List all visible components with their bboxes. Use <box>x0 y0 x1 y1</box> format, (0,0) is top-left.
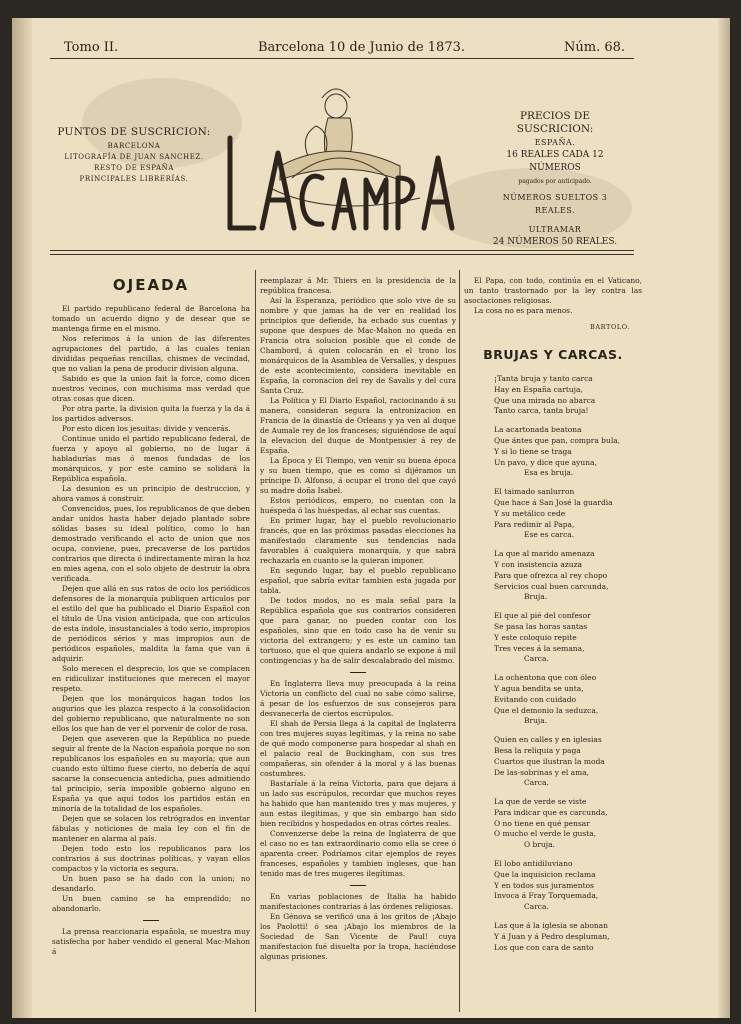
poem-line: Servicios cual buen carcunda, <box>494 581 609 591</box>
paragraph: El shah de Persia llega á la capital de Inglaterra con tres mujeres suyas legítimas, y la reina no sabe de qué modo componerse para hospedar al shah en el palacio real de Buckingham, con sus tres compañeras, sin ofender á la moral y á las buenas costumbres. <box>260 719 456 778</box>
poem-line: Tres veces á la semana, <box>494 643 585 653</box>
poem-refrain: Carca. <box>524 902 549 912</box>
paragraph: La desunion es un principio de destruccion, y ahora vamos á construir. <box>52 484 250 503</box>
poem-line: O mucho el verde le gusta, <box>494 829 597 839</box>
poem-stanza <box>494 921 642 953</box>
poem-line: Hay en España cartuja, <box>494 384 583 394</box>
issue-number: Núm. 68. <box>564 40 626 55</box>
paragraph: Solo merecen el desprecio, los que se complacen en ridiculizar instituciones que merecen el mayor respeto. <box>52 664 250 693</box>
poem-refrain: Ese es carca. <box>524 530 575 540</box>
poem-line: Besa la reliquia y paga <box>494 745 581 755</box>
page-spine <box>12 18 32 1018</box>
poem-line: Y á Juan y á Pedro despluman, <box>494 931 610 941</box>
poem-line: Invoca á Fray Torquemada, <box>494 891 599 901</box>
poem-stanza <box>494 859 642 913</box>
poem-line: Quien en calles y en iglesias <box>494 735 602 745</box>
column-divider <box>459 270 460 1012</box>
subscription-line: PRINCIPALES LIBRERÍAS. <box>79 175 189 183</box>
poem-refrain: Bruja. <box>524 716 548 726</box>
paragraph: De todos modos, no es mala señal para la República española que sus contrarios consideren que para ganar, no pueden contar con los españoles, sino que en todo caso ha de venir su victoria del extrangero; y es este un camino tan tortuoso, que el que quiera andarlo se expone á mil contingencias y ha de salir descalabrado del mismo. <box>260 596 456 665</box>
figure-hair <box>322 89 350 98</box>
bell-rim <box>280 151 400 180</box>
poem-line: Y con insistencia azuza <box>494 559 583 569</box>
figure-head <box>325 94 347 118</box>
poem-line: Para redimir al Papa, <box>494 519 575 529</box>
paragraph: Dejen que allá en sus ratos de ocio los periódicos defensores de la monarquía publiquen articulos por el estilo del que ha publicado el Diario Español con el título de Una vision anticipada, que con articulos de esta índole, insustanciales á todo serio, impropios de periódicos sérios y mas impropios aun de periódicos españoles, maldita la fama que van á adquirir. <box>52 584 250 663</box>
prices-spain-price: 16 REALES CADA 12 NÚMEROS <box>506 150 604 173</box>
poem-line: Tanto carca, tanta bruja! <box>494 406 589 416</box>
subscription-prices <box>490 110 620 249</box>
poem-stanza <box>494 797 642 851</box>
column-left <box>52 276 250 957</box>
place-date: Barcelona 10 de Junio de 1873. <box>258 40 465 55</box>
paragraph: El Papa, con todo, continúa en el Vaticano, un tanto trastornado por la ley contra las asociaciones religiosas. <box>464 276 642 305</box>
paragraph: Dejen que aseveren que la República no puede seguir al frente de la Nacion española porque no son republicanos los españoles en su mayoría; que aun cuando esto último fuese cierto, no debería de aquí sacarse la consecuencia antedicha, pues admitiendo tal principio, sería imposible gobierno alguno en España ya que aquí todos los partidos están en minoría de la totalidad de los españoles. <box>52 734 250 813</box>
subscription-points <box>54 126 214 185</box>
paragraph: La Política y El Diario Español, raciocinando á su manera, consideran segura la entronizacion en Francia de la dinastía de Orleans y ya ven al duque de Aumale rey de los franceses; siguiéndose de aquí la elevacion del duque de Montpensier á rey de España. <box>260 396 456 455</box>
newspaper-page <box>12 18 730 1018</box>
poem-line: Para que ofrezca al rey chopo <box>494 570 608 580</box>
paragraph: El partido republicano federal de Barcelona ha tomado un acuerdo digno y de desear que se mantenga firme en el mismo. <box>52 304 250 333</box>
poem-line: Las que á la iglesia se abonan <box>494 921 608 931</box>
page-edge <box>718 18 730 1018</box>
paragraph: Dejen todo esto los republicanos para los contrarios á sus doctrinas políticas, y vayan ellos compactos y la victoria es segura. <box>52 844 250 873</box>
paragraph: Bastaríale á la reina Victoria, para que dejara á un lado sus escrúpulos, recordar que muchos reyes ha habido que han mantenido tres y mas mujeres, y aun estas ilegítimas, y que sin embargo han sido bien recibidos y hospedados en otras córtes reales. <box>260 779 456 828</box>
paragraph: Estos periódicos, empero, no cuentan con la huéspeda ó las huéspedas, al echar sus cuentas. <box>260 496 456 515</box>
paragraph: En varias poblaciones de Italia ha habido manifestaciones contrarias á las órdenes religiosas. <box>260 892 456 911</box>
paragraph: Por esto dicen los jesuitas: divide y vencerás. <box>62 424 231 433</box>
paragraph: Nos referimos á la union de las diferentes agrupaciones del partido, á las cuales tenian divididas pequeñas rencillas, chismes de vecindad, que no valian la pena de producir division alguna. <box>52 334 250 373</box>
poem-stanza <box>494 374 642 417</box>
volume-label: Tomo II. <box>64 40 119 55</box>
paragraph: Sabido es que la union fait la force, como dicen nuestros vecinos, con muchisima mas verdad que otras cosas que dicen. <box>52 374 250 403</box>
header-rule <box>50 58 634 59</box>
paragraph: La cosa no es para menos. <box>474 306 573 315</box>
poem-line: ¡Tanta bruja y tanto carca <box>494 374 593 383</box>
poem-refrain: O bruja. <box>524 840 555 850</box>
paragraph: En Génova se verificó una á los gritos de ¡Abajo los Paolotti! ó sea ¡Abajo los miembros de la Sociedad de San Vicente de Paul! cuya manifestacion fué disuelta por la tropa, haciéndose algunas prisiones. <box>260 912 456 961</box>
paragraph: Dejen que los monárquicos hagan todos los augurios que les plazca respecto á la consolidacion del gobierno republicano, que naturalmente no son ellos los que han de ver el porvenir de color de rosa. <box>52 694 250 733</box>
subscription-points-heading: PUNTOS DE SUSCRICION: <box>57 126 211 138</box>
prices-heading: PRECIOS DE SUSCRICION: <box>516 110 594 135</box>
poem-line: El taimado sanlurron <box>494 487 575 497</box>
masthead-illustration <box>210 78 480 253</box>
poem-refrain: Esa es bruja. <box>524 468 574 478</box>
column-right <box>464 276 642 961</box>
poem-line: Y agua bendita se unta, <box>494 683 584 693</box>
paragraph: En primer lugar, hay el pueblo revolucionario francés, que en las próximas pasadas elecciones ha manifestado claramente sus tendencias nada favorables á cualquiera monarquía, y que sabrá rechazarla en cuanto se la quieran imponer. <box>260 516 456 565</box>
poem-line: Se pasa las horas santas <box>494 621 588 631</box>
paragraph: reemplazar á Mr. Thiers en la presidencia de la república francesa. <box>260 276 456 295</box>
prices-loose: NÚMEROS SUELTOS 3 REALES. <box>502 193 608 215</box>
poem-line: La ochentona que con óleo <box>494 673 597 683</box>
article-title-ojeada: OJEADA <box>112 276 190 294</box>
poem-line: Y su metálico cede <box>494 508 566 518</box>
author-signature: BARTOLO. <box>589 323 630 331</box>
poem-stanza <box>494 611 642 665</box>
poem-line: La acartonada beatona <box>494 425 582 435</box>
prices-ultramar: ULTRAMAR <box>528 225 582 234</box>
column-middle <box>260 276 456 962</box>
paragraph: Un buen camino se ha emprendido; no abandonarlo. <box>52 894 250 913</box>
poem-line: El que al pié del confesor <box>494 611 591 621</box>
poem-refrain: Carca. <box>524 778 549 788</box>
section-separator <box>350 672 366 673</box>
paragraph: Así la Esperanza, periódico que solo vive de su nombre y que jamas ha de ver en realidad los principios que defiende, ha echado sus cuentas y supone que despues de Mac-Mahon no queda en Francia otra solucion posible que el conde de Chambord, á quien colocarán en el trono los monárquicos de la Asamblea de Versalles, y despues de este acontecimiento, considera inevitable en España, la coronacion del rey de Savalis y del cura Santa Cruz. <box>260 296 456 395</box>
poem-line: El lobo antidiluviano <box>494 859 573 869</box>
masthead-rule <box>50 250 634 251</box>
prices-prepaid: pagados por anticipado. <box>518 178 592 185</box>
poem-line: Un pavo, y dice que ayuna, <box>494 457 597 467</box>
poem-line: Evitando con cuidado <box>494 694 577 704</box>
paragraph: Convencidos, pues, los republicanos de que deben andar unidos hasta haber dejado plantado sobre sólidas bases su ideal político, como lo han demostrado verificando el acto de union que nos ocupa, conviene, pues, precaverse de los partidos contrarios que directa ó indirectamente miran la hoz en mies agena, con el solo objeto de destruir la obra verificada. <box>52 504 250 583</box>
paragraph: Convenzerse debe la reina de Inglaterra de que el caso no es tan extraordinario como ella se cree ó aparenta creer. Podríamos citar ejemplos de reyes franceses, españoles y tambien ingleses, que han tenido mas de tres mugeres ilegítimas. <box>260 829 456 878</box>
paragraph: Un buen paso se ha dado con la union; no desandarlo. <box>52 874 250 893</box>
poem-stanza <box>494 425 642 479</box>
section-separator <box>350 885 366 886</box>
poem-line: Los que con cara de santo <box>494 942 594 952</box>
paragraph: En segundo lugar, hay el pueblo republicano español, que sabría evitar tambien esta jugada por tabla. <box>260 566 456 595</box>
paragraph: En Inglaterra lleva muy preocupada á la reina Victoria un conflicto del cual no sabe cómo salirse, á pesar de los esfuerzos de sus consejeros para desvanecerla de ciertos escrúpulos. <box>260 679 456 718</box>
poem-line: Para indicar que es carcunda, <box>494 807 608 817</box>
prices-spain: ESPAÑA. <box>534 138 576 147</box>
poem-refrain: Carca. <box>524 654 549 664</box>
column-divider <box>255 270 256 1012</box>
poem-line: O no tiene en qué pensar <box>494 818 590 828</box>
paragraph: La prensa reaccionaria española, se muestra muy satisfecha por haber vendido el general Mac-Mahon á <box>52 927 250 956</box>
poem <box>464 374 642 953</box>
paragraph: Continue unido el partido republicano federal, de fuerza y apoyo al gobierno, no de lugar á habladurías mas ó menos fundadas de los monárquicos, y por este camino se solidará la República española. <box>52 434 250 483</box>
poem-line: Que hace á San José la guardia <box>494 497 613 507</box>
poem-stanza <box>494 549 642 603</box>
poem-line: Y si lo tiene se traga <box>494 446 572 456</box>
poem-stanza <box>494 673 642 727</box>
paragraph: Dejen que se solacen los retrógrados en inventar fábulas y noticiones de mala ley con el fin de mantener en alarma al país. <box>52 814 250 843</box>
poem-line: Y este coloquio repite <box>494 632 577 642</box>
poem-line: Cuartos que ilustran la moda <box>494 756 605 766</box>
poem-stanza <box>494 735 642 789</box>
section-separator <box>143 920 159 921</box>
poem-line: La que de verde se viste <box>494 797 587 807</box>
poem-title: BRUJAS Y CARCAS. <box>483 347 623 362</box>
poem-line: De las-sobrinas y el ama, <box>494 767 590 777</box>
poem-line: Que una mirada no abarca <box>494 395 596 405</box>
poem-line: Que el demonio la seduzca, <box>494 705 599 715</box>
poem-stanza <box>494 487 642 541</box>
masthead-rule-thin <box>50 254 634 255</box>
poem-line: Y en todos sus juramentos <box>494 880 594 890</box>
prices-ultramar-price: 24 NÚMEROS 50 REALES. <box>492 237 618 247</box>
poem-line: Que la inquisicion reclama <box>494 869 596 879</box>
subscription-line: LITOGRAFÍA DE JUAN SANCHEZ. <box>64 153 204 161</box>
paragraph: La Época y El Tiempo, ven venir su buena época y su buen tiempo, que es como si dijéramos un príncipe D. Alfonso, á ocupar el trono del que cayó su madre doña Isabel. <box>260 456 456 495</box>
paragraph: Por otra parte, la division quita la fuerza y la da á los partidos adversos. <box>52 404 250 423</box>
poem-line: La que al marido amenaza <box>494 549 595 559</box>
poem-refrain: Bruja. <box>524 592 548 602</box>
poem-line: Que ántes que pan, compra bula, <box>494 435 621 445</box>
subscription-line: BARCELONA <box>107 142 161 150</box>
subscription-line: RESTO DE ESPAÑA <box>94 164 174 172</box>
